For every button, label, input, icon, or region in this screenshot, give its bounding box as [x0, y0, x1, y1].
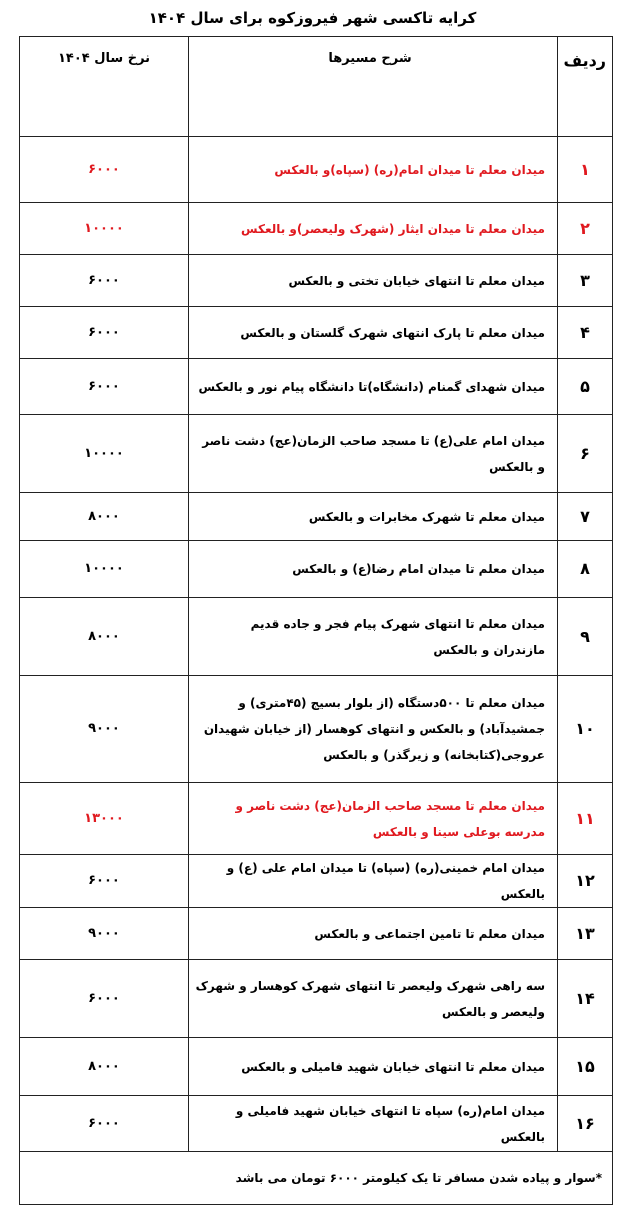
table-row: [20, 137, 613, 203]
row-number: ۱۴: [558, 960, 613, 1038]
row-number: ۱۱: [558, 783, 613, 855]
header-fare: نرخ سال ۱۴۰۴: [20, 37, 189, 137]
table-row: [20, 960, 613, 1038]
table-row: [20, 307, 613, 359]
row-number: ۴: [558, 307, 613, 359]
route-description: میدان معلم تا تامین اجتماعی و بالعکس: [189, 908, 558, 960]
route-description: میدان امام علی(ع) تا مسجد صاحب الزمان(عج) دشت ناصر و بالعکس: [189, 415, 558, 493]
fare-value: ۱۰۰۰۰: [20, 541, 189, 598]
table-row: [20, 783, 613, 855]
row-number: ۶: [558, 415, 613, 493]
fare-value: ۱۰۰۰۰: [20, 203, 189, 255]
fare-value: ۸۰۰۰: [20, 598, 189, 676]
row-number: ۱: [558, 137, 613, 203]
fare-value: ۶۰۰۰: [20, 137, 189, 203]
route-description: میدان معلم تا انتهای خیابان شهید فامیلی و بالعکس: [189, 1038, 558, 1096]
route-description: میدان امام خمینی(ره) (سپاه) تا میدان امام علی (ع) و بالعکس: [189, 855, 558, 908]
table-row: [20, 598, 613, 676]
table-row: [20, 415, 613, 493]
route-description: میدان معلم تا انتهای خیابان تختی و بالعکس: [189, 255, 558, 307]
table-row: [20, 541, 613, 598]
route-description: میدان شهدای گمنام (دانشگاه)تا دانشگاه پیام نور و بالعکس: [189, 359, 558, 415]
route-description: میدان امام(ره) سپاه تا انتهای خیابان شهید فامیلی و بالعکس: [189, 1096, 558, 1152]
fare-value: ۶۰۰۰: [20, 255, 189, 307]
table-row: [20, 855, 613, 908]
row-number: ۹: [558, 598, 613, 676]
table-body: [20, 137, 613, 1152]
row-number: ۵: [558, 359, 613, 415]
route-description: سه راهی شهرک ولیعصر تا انتهای شهرک کوهسار و شهرک ولیعصر و بالعکس: [189, 960, 558, 1038]
row-number: ۱۲: [558, 855, 613, 908]
table-row: [20, 493, 613, 541]
table-row: [20, 908, 613, 960]
route-description: میدان معلم تا انتهای شهرک پیام فجر و جاده قدیم مازندران و بالعکس: [189, 598, 558, 676]
route-description: میدان معلم تا پارک انتهای شهرک گلستان و بالعکس: [189, 307, 558, 359]
route-description: میدان معلم تا شهرک مخابرات و بالعکس: [189, 493, 558, 541]
fare-value: ۶۰۰۰: [20, 855, 189, 908]
table-header-row: [20, 37, 613, 137]
row-number: ۲: [558, 203, 613, 255]
fare-table: [19, 36, 613, 1205]
header-row-number: ردیف: [558, 37, 613, 137]
table-row: [20, 255, 613, 307]
footnote: *سوار و پیاده شدن مسافر تا یک کیلومتر ۶۰۰۰ تومان می باشد: [20, 1152, 613, 1205]
row-number: ۱۳: [558, 908, 613, 960]
fare-value: ۱۳۰۰۰: [20, 783, 189, 855]
row-number: ۳: [558, 255, 613, 307]
route-description: میدان معلم تا میدان ایثار (شهرک ولیعصر)و بالعکس: [189, 203, 558, 255]
fare-value: ۶۰۰۰: [20, 1096, 189, 1152]
fare-value: ۶۰۰۰: [20, 960, 189, 1038]
fare-value: ۸۰۰۰: [20, 493, 189, 541]
fare-value: ۹۰۰۰: [20, 908, 189, 960]
fare-value: ۸۰۰۰: [20, 1038, 189, 1096]
table-row: [20, 203, 613, 255]
table-row: [20, 1038, 613, 1096]
fare-value: ۱۰۰۰۰: [20, 415, 189, 493]
row-number: ۱۶: [558, 1096, 613, 1152]
footnote-row: [20, 1152, 613, 1205]
page-title: کرایه تاکسی شهر فیروزکوه برای سال ۱۴۰۴: [148, 9, 477, 27]
row-number: ۸: [558, 541, 613, 598]
route-description: میدان معلم تا میدان امام(ره) (سپاه)و بالعکس: [189, 137, 558, 203]
table-row: [20, 359, 613, 415]
table-row: [20, 1096, 613, 1152]
row-number: ۷: [558, 493, 613, 541]
table-row: [20, 676, 613, 783]
route-description: میدان معلم تا ۵۰۰دستگاه (از بلوار بسیج (۴۵متری) و جمشیدآباد) و بالعکس و انتهای کوهسار (از خیابان شهیدان عروجی(کتابخانه) و زیرگذر) و بالعکس: [189, 676, 558, 783]
route-description: میدان معلم تا مسجد صاحب الزمان(عج) دشت ناصر و مدرسه بوعلی سینا و بالعکس: [189, 783, 558, 855]
row-number: ۱۰: [558, 676, 613, 783]
fare-value: ۹۰۰۰: [20, 676, 189, 783]
row-number: ۱۵: [558, 1038, 613, 1096]
route-description: میدان معلم تا میدان امام رضا(ع) و بالعکس: [189, 541, 558, 598]
header-route-description: شرح مسیرها: [189, 37, 558, 137]
fare-value: ۶۰۰۰: [20, 307, 189, 359]
fare-value: ۶۰۰۰: [20, 359, 189, 415]
